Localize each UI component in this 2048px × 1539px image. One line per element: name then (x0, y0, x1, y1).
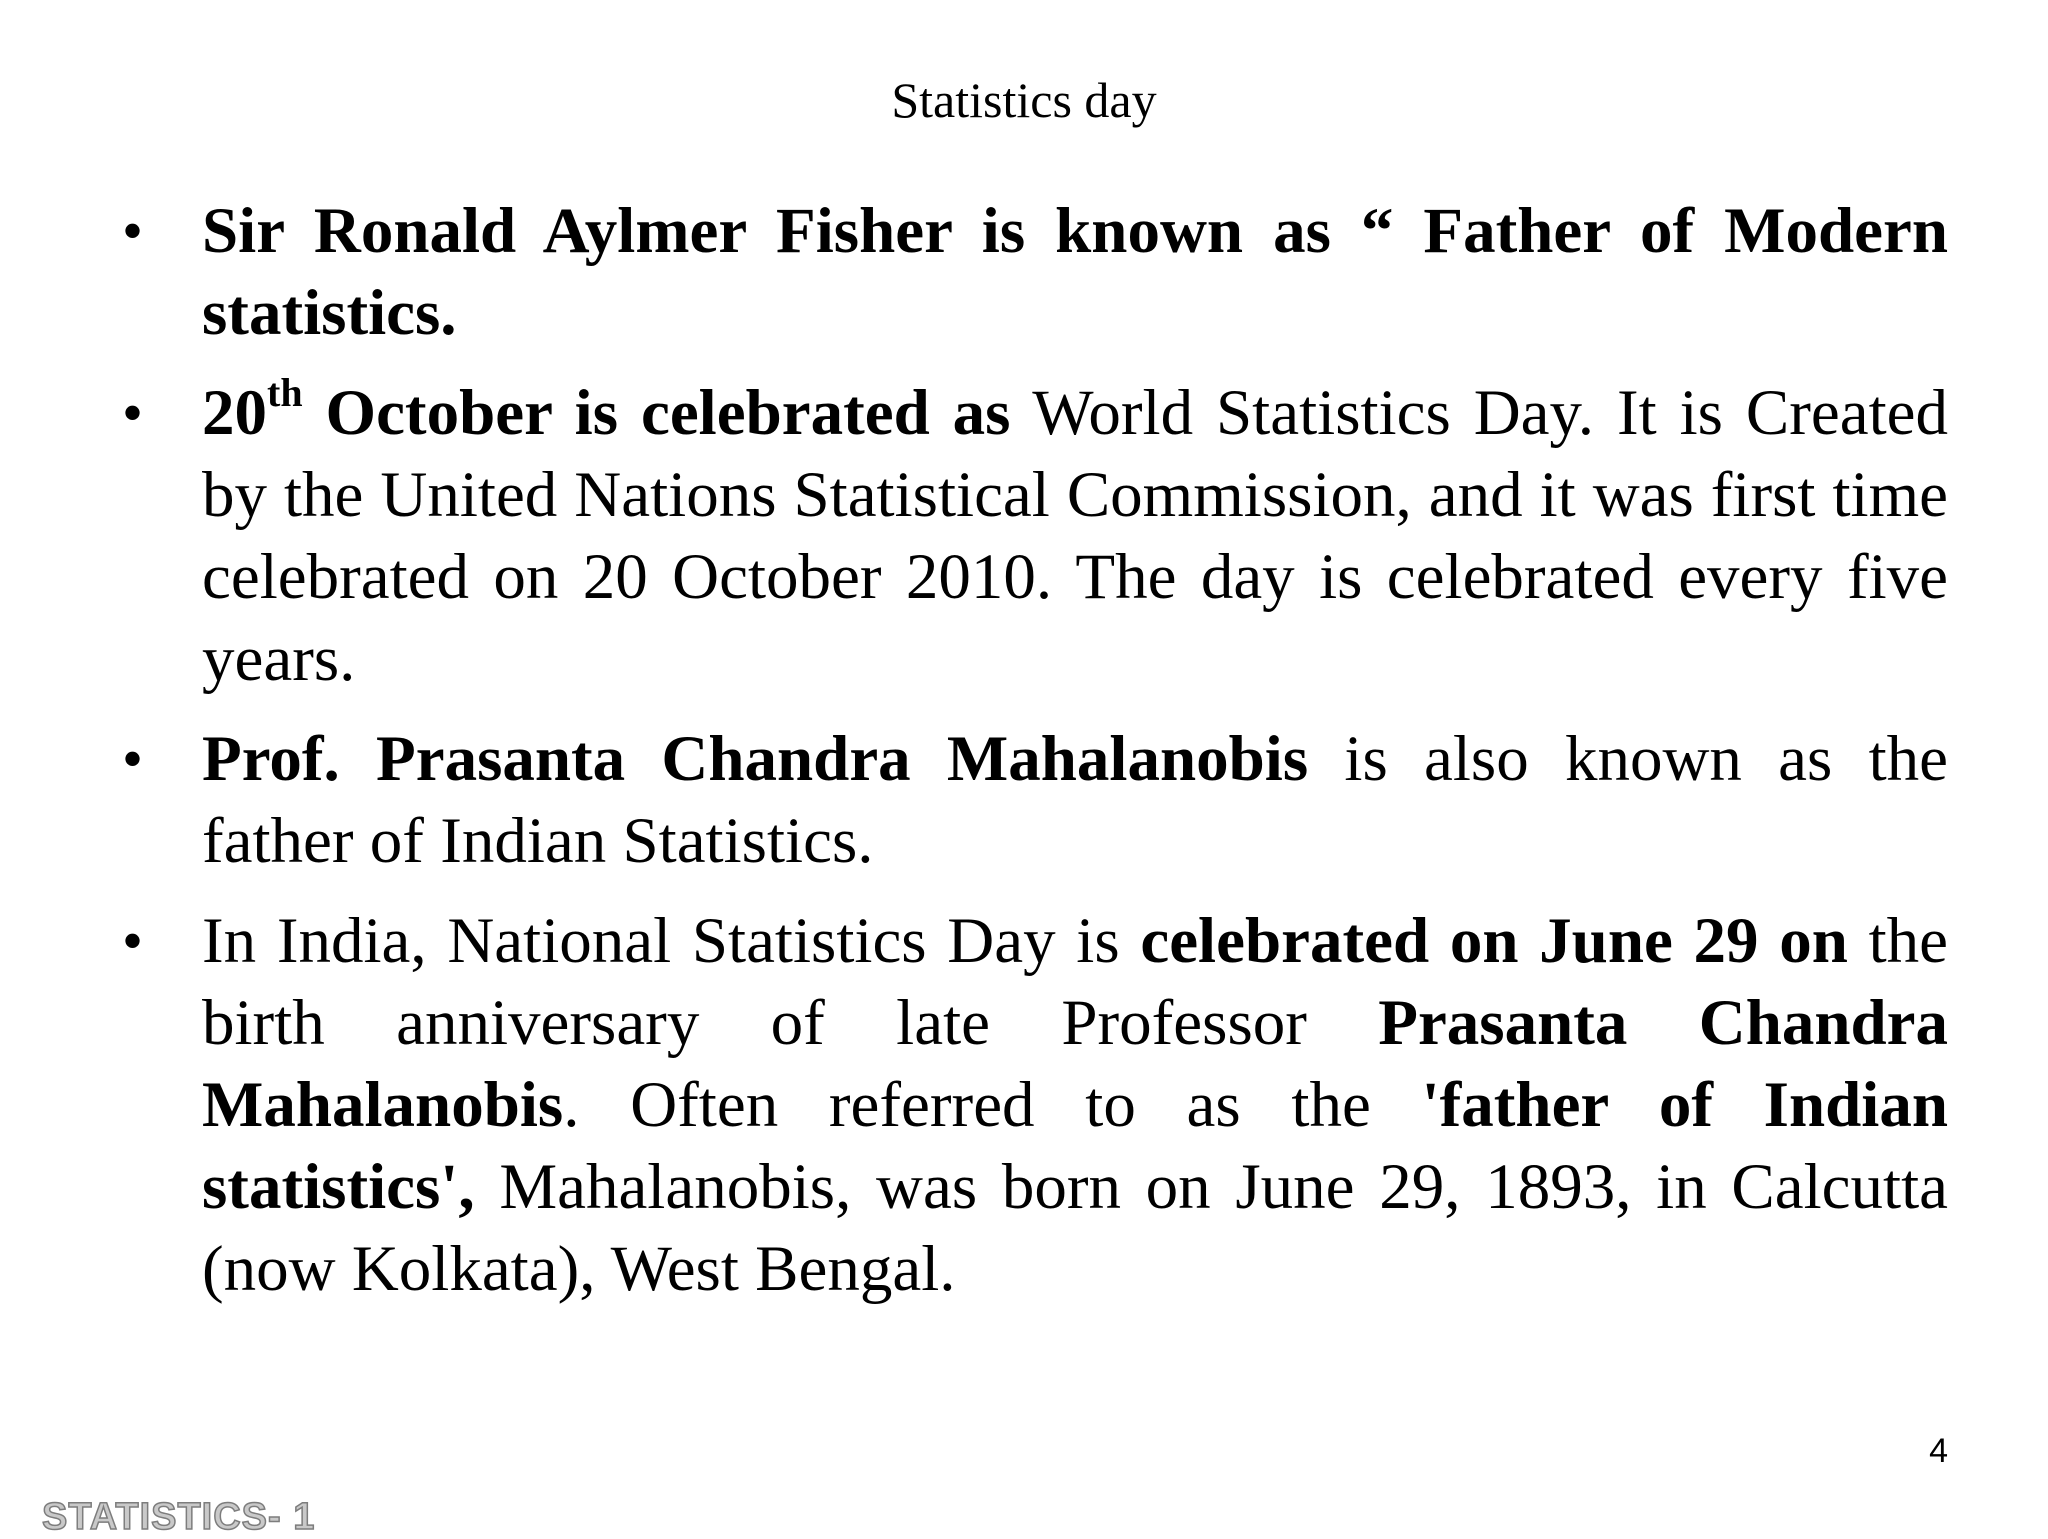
bullet-item-fisher (122, 190, 1948, 354)
page-number: 4 (1929, 1432, 1948, 1470)
bullet-item-mahalanobis (122, 718, 1948, 882)
bullet-text-bold: 'father of Indian statistics', (202, 1069, 1948, 1223)
bullet-text-bold: 20 (202, 377, 267, 449)
bullet-text: World Statistics Day. It is Created by the United Nations Statistical Commission, and it was first time celebrated on 20 October 2010. The day is celebrated every five years. (202, 377, 1948, 695)
bullet-text-bold: Prof. Prasanta Chandra Mahalanobis (202, 723, 1309, 795)
slide-title: Statistics day (891, 72, 1157, 128)
bullet-text: . Often referred to as the (563, 1069, 1422, 1141)
bullet-list (0, 190, 2048, 1328)
bullet-text: is also known as the father of Indian Statistics. (202, 723, 1948, 877)
bullet-text: In India, National Statistics Day is (202, 905, 1141, 977)
ordinal-superscript: th (267, 370, 303, 415)
bullet-icon: • (122, 726, 144, 792)
bullet-text: Mahalanobis, was born on June 29, 1893, in Calcutta (now Kolkata), West Bengal. (202, 1151, 1948, 1305)
footer-brand-label: STATISTICS- 1 (42, 1496, 316, 1538)
bullet-item-world-statistics-day (122, 370, 1948, 700)
bullet-text-bold: Prasanta Chandra Mahalanobis (202, 987, 1948, 1141)
bullet-icon: • (122, 908, 144, 974)
bullet-text-bold: October is celebrated as (302, 377, 1011, 449)
bullet-icon: • (122, 198, 144, 264)
bullet-item-national-statistics-day (122, 900, 1948, 1310)
bullet-icon: • (122, 380, 144, 446)
bullet-text: the birth anniversary of late Professor (202, 905, 1948, 1059)
bullet-text-bold: celebrated on June 29 on (1140, 905, 1848, 977)
bullet-text-bold: Sir Ronald Aylmer Fisher is known as “ Father of Modern statistics. (202, 195, 1948, 349)
